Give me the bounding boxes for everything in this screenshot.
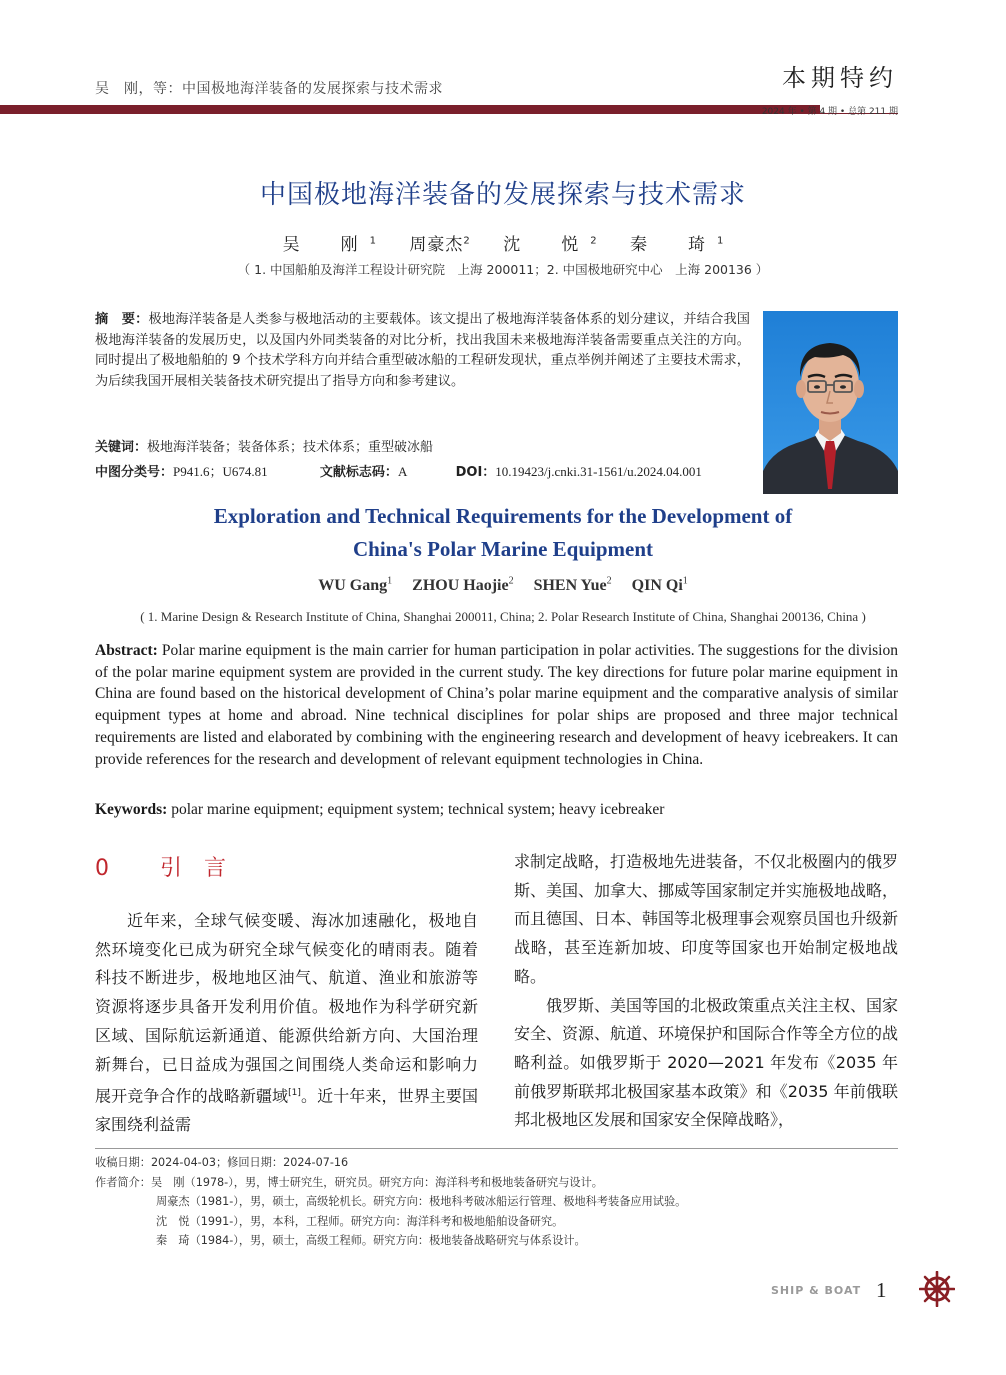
keywords-cn-label: 关键词： [95,440,148,455]
author-cn [630,235,723,255]
author-bio: 周豪杰（1981-），男，硕士，高级轮机长。研究方向：极地科考破冰船运行管理、极地科考装备应用试验。 [156,1195,687,1208]
doi-label: DOI： [455,465,496,480]
doi-value: 10.19423/j.cnki.31-1561/u.2024.04.001 [495,464,702,479]
ship-wheel-icon [919,1271,955,1307]
author-en [412,577,513,594]
footnotes [95,1153,898,1251]
abstract-en [95,640,898,770]
journal-brand: SHIP & BOAT [771,1284,862,1297]
abstract-cn-label: 摘 要： [95,312,149,327]
affiliations-en: ( 1. Marine Design & Research Institute of China, Shanghai 200011, China; 2. Polar Research Institute of China, Shanghai 200136, China ) [140,609,866,624]
column-title: 本期特约 [782,64,898,92]
author-name: SHEN Yue [533,577,607,595]
title-en-line: Exploration and Technical Requirements for the Development of [213,504,793,528]
body-paragraph: 俄罗斯、美国等国的北极政策重点关注主权、国家安全、资源、航道、环境保护和国际合作等全方位的战略利益。如俄罗斯于 2020—2021 年发布《2035 年前俄罗斯联邦北极国家基本政策》和《2035 年前俄联邦北极地区发展和国家安全保障战略》， [514,995,899,1130]
keywords-cn [95,436,750,455]
running-head: 吴 刚，等：中国极地海洋装备的发展探索与技术需求 [95,81,443,97]
classification-line [95,461,755,480]
body-text: 。近十年来，世界主要国家围绕利益需 [95,1086,478,1135]
keywords-en-text: polar marine equipment; equipment system; technical system; heavy icebreaker [171,801,665,818]
page-number: 1 [876,1278,887,1302]
author-sup: 2 [590,235,597,247]
author-sup: 2 [508,576,514,587]
bio-text: 吴 刚（1978-），男，博士研究生，研究员。研究方向：海洋科考和极地装备研究与设计。 [150,1175,603,1189]
author-name: WU Gang [318,577,388,595]
bio-label: 作者简介： [95,1175,151,1189]
author-portrait [763,311,898,494]
author-bio: 沈 悦（1991-），男，本科，工程师。研究方向：海洋科考和极地船舶设备研究。 [156,1214,564,1228]
author-bio: 秦 琦（1984-），男，硕士，高级工程师。研究方向：极地装备战略研究与体系设计。 [156,1234,586,1247]
clc-label: 中图分类号： [95,465,174,480]
keywords-cn-text: 极地海洋装备；装备体系；技术体系；重型破冰船 [147,440,434,455]
abstract-en-label: Abstract: [95,642,158,659]
author-en [632,577,688,594]
author-cn [503,235,596,255]
keywords-en [95,801,898,819]
author-name: 沈 悦 [503,235,591,255]
title-en [0,500,1006,566]
author-sup: 1 [682,576,688,587]
author-bio [95,1173,898,1193]
author-name: 周豪杰 [409,235,464,255]
body-column-right [514,848,898,1135]
author-cn [409,235,469,255]
doc-code-label: 文献标志码： [319,465,398,480]
author-sup: 2 [463,235,470,247]
authors-cn [0,230,1006,255]
author-en [534,577,612,594]
body-paragraph: 求制定战略，打造极地先进装备，不仅北极圈内的俄罗斯、美国、加拿大、挪威等国家制定并实施极地战略，而且德国、日本、韩国等北极理事会观察员国也升级新战略，甚至连新加坡、印度等国家也开始制定极地战略。 [514,852,899,986]
author-sup: 1 [387,576,393,587]
author-sup: 1 [716,235,724,247]
author-sup: 2 [606,576,612,587]
section-title: 引言 [160,856,249,881]
abstract-cn-text: 极地海洋装备是人类参与极地活动的主要载体。该文提出了极地海洋装备体系的划分建议，并结合我国极地海洋装备的发展历史，以及国内外同类装备的对比分析，找出我国未来极地海洋装备需要重点关注的方向。同时提出了极地船舶的 9 个技术学科方向并结合重型破冰船的工程研发现状，重点举例并阐述了主要技术需求，为后续我国开展相关装备技术研究提出了指导方向和参考建议。 [95,312,750,389]
clc-value: P941.6；U674.81 [173,464,268,479]
keywords-en-label: Keywords: [95,801,168,818]
issue-info: 2024 年 • 第 4 期 • 总第 211 期 [761,107,898,117]
author-photo-icon [763,311,898,494]
author-cn [283,235,376,255]
author-name: QIN Qi [631,577,683,595]
title-en-line: China's Polar Marine Equipment [352,537,654,561]
affiliations-cn: （ 1. 中国船舶及海洋工程设计研究院 上海 200011；2. 中国极地研究中心 上海 200136 ） [237,262,769,277]
author-en [318,577,392,594]
section-number: 0 [95,856,131,881]
abstract-en-text: Polar marine equipment is the main carrier for human participation in polar activities. The suggestions for the division of the polar marine equipment system are provided in the current study. The key directions for future polar marine equipment in China are found based on the historical development of China’s polar marine equipment and the comparative analysis of similar equipment types at home and abroad. Nine technical disciplines for polar ships are proposed and three major technical requirements are listed and elaborated by combining with the engineering research and development of heavy icebreakers. It can provide references for the research and development of relevant equipment technologies in China. [95,642,898,768]
title-cn: 中国极地海洋装备的发展探索与技术需求 [259,180,746,210]
doc-code-value: A [397,464,408,479]
received-dates: 收稿日期：2024-04-03；修回日期：2024-07-16 [95,1156,349,1169]
body-column-left [95,907,478,1140]
footnote-rule [95,1148,898,1149]
author-name: 吴 刚 [282,235,370,255]
body-paragraph [95,907,478,1140]
body-text: 近年来，全球气候变暖、海冰加速融化，极地自然环境变化已成为研究全球气候变化的晴雨表。随着科技不断进步，极地地区油气、航道、渔业和旅游等资源将逐步具备开发利用价值。极地作为科学研究新区域、国际航运新通道、能源供给新方向、大国治理新舞台，已日益成为强国之间围绕人类命运和影响力展开竞争合作的战略新疆域 [95,911,478,1106]
author-name: ZHOU Haojie [412,577,509,595]
author-sup: 1 [369,235,377,247]
abstract-cn [95,310,750,392]
header-rule [0,105,820,113]
section-heading [95,851,248,882]
authors-en [0,576,1006,595]
author-name: 秦 琦 [629,235,717,255]
citation-ref[interactable]: [1] [288,1088,301,1099]
